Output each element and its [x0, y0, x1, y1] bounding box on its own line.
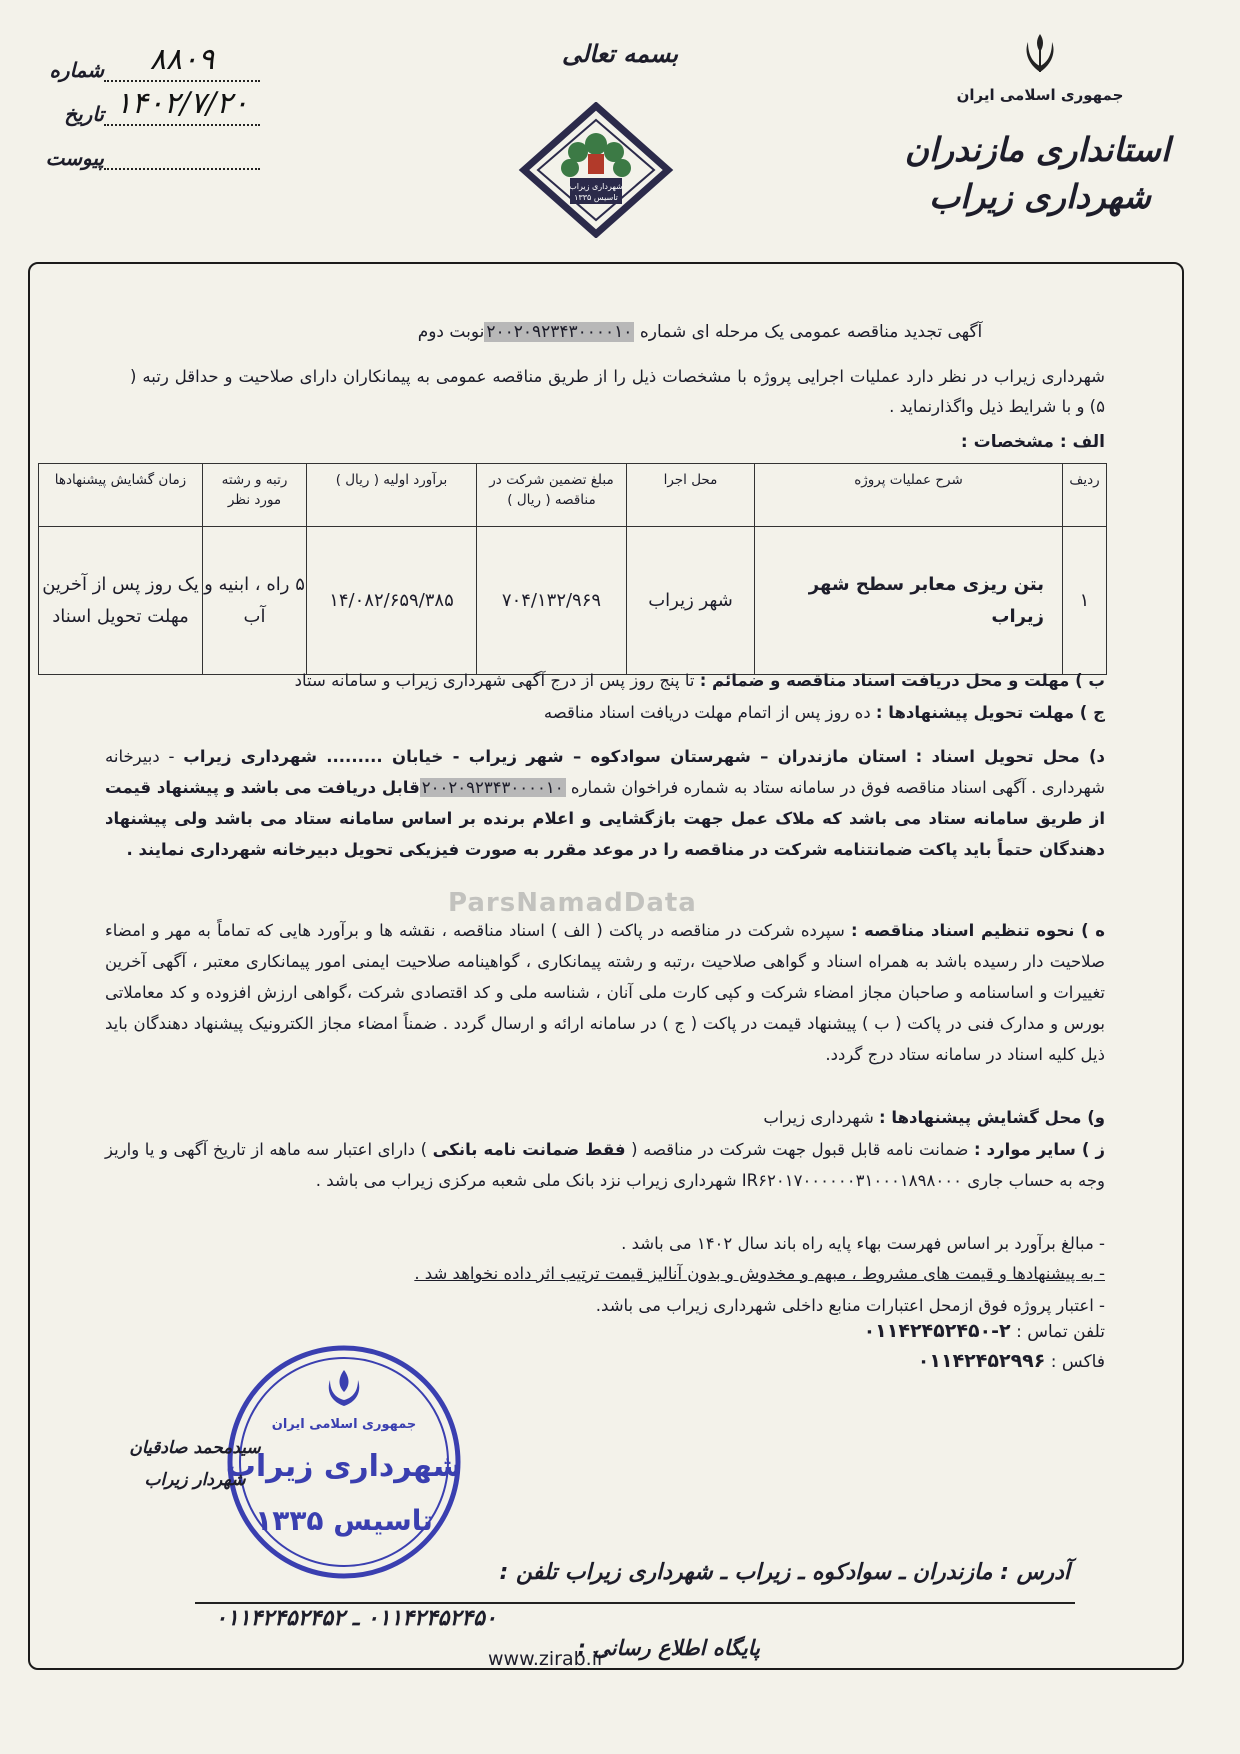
col-header: ردیف	[1063, 464, 1107, 527]
bullet-estimate: - مبالغ برآورد بر اساس فهرست بهاء پایه راه باند سال ۱۴۰۲ می باشد .	[621, 1234, 1105, 1253]
row-number: ۱	[1063, 527, 1107, 675]
letter-date: ۱۴۰۲/۷/۲۰	[104, 84, 260, 126]
section-h: ه ) نحوه تنظیم اسناد مناقصه : سپرده شرکت در مناقصه در پاکت ( الف ) اسناد مناقصه ، نقشه ها و برآورد هایی که تماماً به مهر و امضاء صلاحیت دار رسیده باشد به همراه اسناد و گواهی صلاحیت ،رتبه و رشته پیمانکاری ، گواهینامه صلاحیت ایمنی امور پیمانکاری معتبر ، آگهی آخرین تغییرات و اساسنامه و صاحبان مجاز امضاء شرکت و کپی کارت ملی آنان ، شناسه ملی و کد اقتصادی شرکت ،گواهی ارزش افزوده و کد معاملاتی بورس و مدارک فنی در پاکت ( ب ) پیشنهاد قیمت در پاکت ( ج ) در سامانه ارائه و ارسال گردد . ضمناً امضاء مجاز الکترونیک پیشنهاد دهندگان باید ذیل کلیه اسناد در سامانه ستاد درج گردد.	[105, 921, 1106, 1064]
grade-field: ۵ راه ، ابنیه و آب	[203, 527, 307, 675]
section-z: ز ) سایر موارد : ضمانت نامه قابل قبول جهت شرکت در مناقصه ( فقط ضمانت نامه بانکی ) دارای اعتبار سه ماهه از تاریخ آگهی و یا واریز وجه به حساب جاری IR۶۲۰۱۷۰۰۰۰۰۰۳۱۰۰۰۱۸۹۸۰۰۰ شهرداری زیراب نزد بانک ملی شعبه مرکزی زیراب می باشد .	[105, 1140, 1105, 1190]
tender-number: ۲۰۰۲۰۹۲۳۴۳۰۰۰۰۱۰	[486, 322, 633, 342]
municipality-name: شهرداری زیراب	[929, 177, 1151, 216]
bismillah: بسمه تعالی	[561, 40, 679, 68]
phone-line	[605, 1320, 1105, 1342]
website-link[interactable]: www.zirab.ir	[488, 1648, 605, 1670]
col-header: شرح عملیات پروژه	[755, 464, 1063, 527]
province-name: استانداری مازندران	[904, 130, 1170, 169]
letterhead	[904, 30, 1170, 216]
fax-line	[605, 1350, 1105, 1372]
guarantee-amount: ۷۰۴/۱۳۲/۹۶۹	[477, 527, 627, 675]
footer-phones: ۰۱۱۴۲۴۵۲۴۵۰ ـ ۰۱۱۴۲۴۵۲۴۵۲	[215, 1606, 497, 1631]
execution-location: شهر زیراب	[627, 527, 755, 675]
date-label: تاریخ	[64, 102, 104, 126]
col-header: زمان گشایش پیشنهادها	[39, 464, 203, 527]
notice-title: آگهی تجدید مناقصه عمومی یک مرحله ای شماره ۲۰۰۲۰۹۲۳۴۳۰۰۰۰۱۰نوبت دوم	[417, 322, 983, 342]
section-b: ب ) مهلت و محل دریافت اسناد مناقصه و ضمائم : تا پنج روز پس از درج آگهی شهرداری زیراب و سامانه ستاد	[294, 671, 1105, 690]
letter-number: ۸۸۰۹	[104, 40, 260, 82]
specification-table	[38, 463, 1107, 675]
bullet-conditions: - به پیشنهادها و قیمت های مشروط ، مبهم و مخدوش و بدون آنالیز قیمت ترتیب اثر داده نخواهد شد .	[414, 1264, 1105, 1283]
fax-label: فاکس :	[1050, 1352, 1105, 1372]
svg-text:جمهوری اسلامی ایران: جمهوری اسلامی ایران	[271, 1417, 417, 1432]
section-j: ج ) مهلت تحویل پیشنهادها : ده روز پس از اتمام مهلت دریافت اسناد مناقصه	[543, 703, 1105, 722]
portal-label: پایگاه اطلاع رسانی :	[577, 1636, 760, 1660]
section-d: د) محل تحویل اسناد : استان مازندران – شهرستان سوادکوه – شهر زیراب - خیابان ......... شهرداری زیراب - دبیرخانه شهرداری . آگهی اسناد مناقصه فوق در سامانه ستاد به شماره فراخوان شماره ۲۰۰۲۰۹۲۳۴۳۰۰۰۰۱۰قابل دریافت می باشد و پیشنهاد قیمت از طریق سامانه ستاد می باشد که ملاک عمل جهت بازگشایی و اعلام برنده بر اساس سامانه ستاد می باشد ولی پیشنهاد دهندگان حتماً باید پاکت ضمانتنامه شرکت در مناقصه را در موعد مقرر به صورت فیزیکی تحویل دبیرخانه شهرداری نمایند .	[105, 747, 1106, 859]
svg-text:تاسیس ۱۳۳۵: تاسیس ۱۳۳۵	[574, 193, 618, 202]
col-header: محل اجرا	[627, 464, 755, 527]
signer-name: سیدمحمد صادقیان	[129, 1438, 261, 1458]
watermark: ParsNamadData	[448, 888, 697, 918]
svg-text:تاسیس ۱۳۳۵: تاسیس ۱۳۳۵	[255, 1504, 433, 1537]
country-name: جمهوری اسلامی ایران	[956, 86, 1124, 104]
phone-value: ۲-۰۱۱۴۲۴۵۲۴۵۰	[863, 1320, 1011, 1342]
municipality-logo-icon	[518, 102, 674, 238]
table-row	[39, 527, 1107, 675]
project-description: بتن ریزی معابر سطح شهر زیراب	[755, 527, 1063, 675]
col-header: مبلغ تضمین شرکت در مناقصه ( ریال )	[477, 464, 627, 527]
section-a-label: الف : مشخصات :	[960, 432, 1105, 452]
signature-block	[100, 1432, 290, 1496]
svg-text:شهرداری زیراب: شهرداری زیراب	[225, 1449, 463, 1484]
notice-intro: شهرداری زیراب در نظر دارد عملیات اجرایی پروژه با مشخصات ذیل را از طریق مناقصه عمومی به پیمانکاران دارای صلاحیت و حداقل رتبه ( ۵) و با شرایط ذیل واگذارنماید .	[130, 367, 1105, 416]
col-header: برآورد اولیه ( ریال )	[307, 464, 477, 527]
letter-meta	[40, 38, 260, 170]
letter-attachment	[104, 128, 260, 170]
svg-text:شهرداری زیراب: شهرداری زیراب	[569, 182, 623, 191]
table-header-row	[39, 464, 1107, 527]
bullet-funding: - اعتبار پروژه فوق ازمحل اعتبارات منابع داخلی شهرداری زیراب می باشد.	[595, 1296, 1105, 1315]
opening-time: یک روز پس از آخرین مهلت تحویل اسناد	[39, 527, 203, 675]
footer-rule	[195, 1602, 1075, 1604]
footer-address-title: آدرس : مازندران ـ سوادکوه ـ زیراب ـ شهرداری زیراب تلفن :	[499, 1560, 1070, 1585]
initial-estimate: ۱۴/۰۸۲/۶۵۹/۳۸۵	[307, 527, 477, 675]
iran-emblem-icon	[1018, 30, 1062, 78]
signer-title: شهردار زیراب	[144, 1470, 246, 1490]
phone-label: تلفن تماس :	[1016, 1322, 1105, 1342]
attachment-label: پیوست	[45, 146, 104, 170]
fax-value: ۰۱۱۴۲۴۵۲۹۹۶	[917, 1350, 1046, 1372]
section-v: و) محل گشایش پیشنهادها : شهرداری زیراب	[763, 1108, 1105, 1127]
col-header: رتبه و رشته مورد نظر	[203, 464, 307, 527]
number-label: شماره	[49, 58, 104, 82]
